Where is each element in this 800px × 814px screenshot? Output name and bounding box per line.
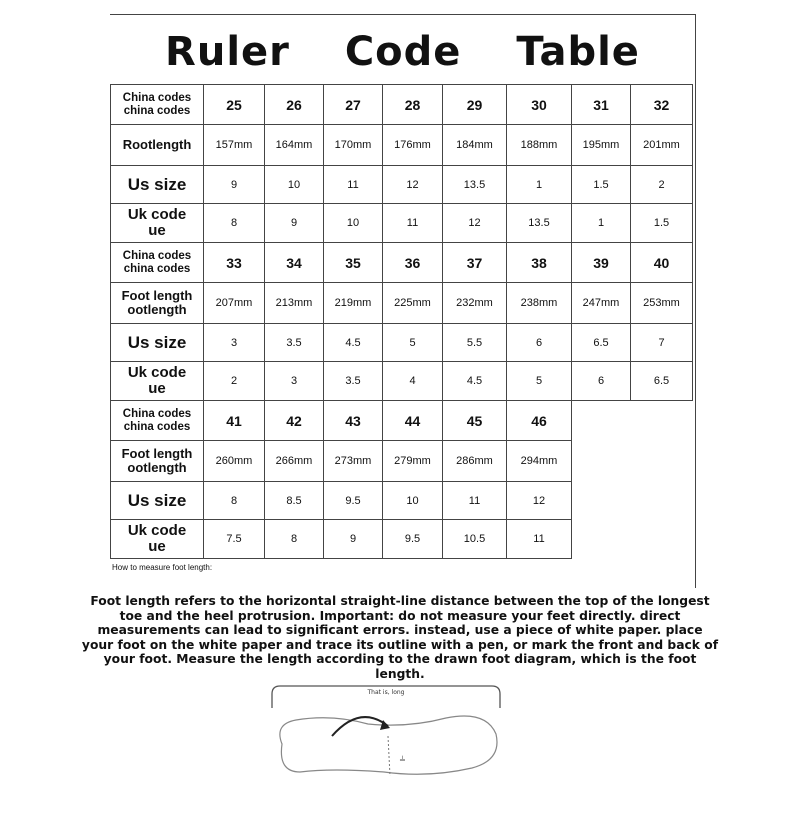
size-cell: 40 (631, 243, 693, 283)
row-label (111, 441, 204, 482)
row-label (111, 401, 204, 441)
size-cell: 13.5 (443, 166, 507, 204)
size-cell: 7.5 (204, 520, 265, 559)
size-table (110, 84, 693, 559)
size-cell: 35 (324, 243, 383, 283)
row-label-line: Us size (127, 332, 187, 352)
size-cell: 266mm (265, 441, 324, 482)
size-cell: 1 (572, 204, 631, 243)
size-cell: 3.5 (324, 362, 383, 401)
size-cell: 1.5 (631, 204, 693, 243)
empty-cell (572, 401, 631, 441)
size-cell: 2 (631, 166, 693, 204)
page-title: Ruler Code Table (165, 29, 640, 75)
diagram-label: That is, long (367, 689, 405, 696)
size-cell: 9 (324, 520, 383, 559)
size-cell: 29 (443, 85, 507, 125)
size-cell: 3.5 (265, 324, 324, 362)
row-foot-length (111, 283, 693, 324)
size-cell: 164mm (265, 125, 324, 166)
row-uk-code (111, 362, 693, 401)
size-cell: 30 (507, 85, 572, 125)
size-cell: 43 (324, 401, 383, 441)
size-cell: 28 (383, 85, 443, 125)
size-cell: 279mm (383, 441, 443, 482)
size-cell: 39 (572, 243, 631, 283)
size-cell: 8 (204, 482, 265, 520)
row-label (111, 283, 204, 324)
row-label-line: China codes (122, 92, 192, 105)
size-cell: 10 (383, 482, 443, 520)
row-label-line: ootlength (127, 460, 187, 475)
size-cell: 26 (265, 85, 324, 125)
size-cell: 8 (204, 204, 265, 243)
row-uk-code (111, 204, 693, 243)
size-cell: 188mm (507, 125, 572, 166)
size-cell: 8.5 (265, 482, 324, 520)
row-label-line: ue (148, 222, 166, 239)
row-china-codes (111, 243, 693, 283)
empty-cell (572, 520, 631, 559)
size-cell: 157mm (204, 125, 265, 166)
size-cell: 213mm (265, 283, 324, 324)
row-label-line: ue (148, 538, 166, 555)
size-cell: 9 (204, 166, 265, 204)
size-cell: 11 (383, 204, 443, 243)
size-cell: 36 (383, 243, 443, 283)
empty-cell (572, 441, 631, 482)
size-cell: 12 (443, 204, 507, 243)
direction-arrow (332, 717, 388, 736)
size-cell: 170mm (324, 125, 383, 166)
row-label-line: Uk code (127, 364, 187, 382)
row-label-line: Foot length (121, 446, 193, 462)
size-cell: 3 (204, 324, 265, 362)
size-cell: 232mm (443, 283, 507, 324)
size-cell: 41 (204, 401, 265, 441)
size-cell: 25 (204, 85, 265, 125)
size-cell: 42 (265, 401, 324, 441)
foot-tracing-diagram (260, 664, 510, 814)
size-cell: 10 (265, 166, 324, 204)
row-us-size (111, 324, 693, 362)
row-label (111, 166, 204, 204)
row-china-codes (111, 401, 693, 441)
size-cell: 238mm (507, 283, 572, 324)
row-label-line: Uk code (127, 522, 187, 540)
row-china-codes (111, 85, 693, 125)
row-label-line: China codes (122, 250, 192, 263)
size-cell: 10.5 (443, 520, 507, 559)
size-cell: 6.5 (572, 324, 631, 362)
size-cell: 46 (507, 401, 572, 441)
size-cell: 27 (324, 85, 383, 125)
size-cell: 219mm (324, 283, 383, 324)
right-border (695, 14, 696, 588)
size-cell: 207mm (204, 283, 265, 324)
size-cell: 33 (204, 243, 265, 283)
size-cell: 286mm (443, 441, 507, 482)
size-cell: 3 (265, 362, 324, 401)
size-cell: 273mm (324, 441, 383, 482)
size-cell: 1 (507, 166, 572, 204)
row-label-line: ue (148, 380, 166, 397)
empty-cell (631, 482, 693, 520)
size-cell: 4 (383, 362, 443, 401)
row-label-line: Uk code (127, 206, 187, 224)
dashed-line (388, 736, 390, 776)
size-cell: 6.5 (631, 362, 693, 401)
size-cell: 12 (507, 482, 572, 520)
row-label (111, 324, 204, 362)
empty-cell (631, 520, 693, 559)
size-cell: 10 (324, 204, 383, 243)
size-cell: 1.5 (572, 166, 631, 204)
size-cell: 184mm (443, 125, 507, 166)
empty-cell (631, 441, 693, 482)
row-label-line: Foot length (121, 288, 193, 304)
size-cell: 11 (443, 482, 507, 520)
size-cell: 2 (204, 362, 265, 401)
row-label (111, 520, 204, 559)
size-cell: 9 (265, 204, 324, 243)
size-cell: 11 (324, 166, 383, 204)
row-label-line: china codes (123, 104, 191, 117)
row-label-line: China codes (122, 408, 192, 421)
size-cell: 4.5 (324, 324, 383, 362)
size-cell: 9.5 (383, 520, 443, 559)
size-cell: 225mm (383, 283, 443, 324)
measurement-instructions: Foot length refers to the horizontal straight-line distance between the top of the longest toe and the heel protrusion. Important: do not measure your feet directly. direct measurements can lead to significant errors. instead, use a piece of white paper. place your foot on the white paper and trace its outline with a pen, or mark the front and back of your foot. Measure the length according to the drawn foot diagram, which is the foot length. (81, 594, 719, 681)
row-label-line: Rootlength (122, 137, 192, 153)
size-cell: 5 (507, 362, 572, 401)
row-label (111, 125, 204, 166)
row-label (111, 362, 204, 401)
row-label-line: china codes (123, 262, 191, 275)
row-uk-code (111, 520, 693, 559)
row-label-line: Us size (127, 174, 187, 194)
size-cell: 11 (507, 520, 572, 559)
title-box (110, 14, 695, 85)
size-cell: 201mm (631, 125, 693, 166)
row-us-size (111, 482, 693, 520)
size-cell: 5.5 (443, 324, 507, 362)
row-foot-length (111, 441, 693, 482)
size-cell: 294mm (507, 441, 572, 482)
row-label (111, 85, 204, 125)
size-cell: 260mm (204, 441, 265, 482)
size-cell: 9.5 (324, 482, 383, 520)
size-cell: 176mm (383, 125, 443, 166)
empty-cell (572, 482, 631, 520)
size-cell: 12 (383, 166, 443, 204)
row-label (111, 482, 204, 520)
empty-cell (631, 401, 693, 441)
size-cell: 44 (383, 401, 443, 441)
size-chart-sheet (81, 14, 719, 800)
size-cell: 247mm (572, 283, 631, 324)
how-to-measure-label: How to measure foot length: (112, 563, 213, 572)
size-cell: 195mm (572, 125, 631, 166)
size-cell: 34 (265, 243, 324, 283)
size-cell: 32 (631, 85, 693, 125)
size-cell: 5 (383, 324, 443, 362)
size-cell: 253mm (631, 283, 693, 324)
size-cell: 31 (572, 85, 631, 125)
row-label-line: Us size (127, 490, 187, 510)
size-cell: 37 (443, 243, 507, 283)
size-cell: 4.5 (443, 362, 507, 401)
row-foot-length (111, 125, 693, 166)
size-cell: 6 (507, 324, 572, 362)
size-cell: 8 (265, 520, 324, 559)
size-cell: 6 (572, 362, 631, 401)
size-cell: 7 (631, 324, 693, 362)
row-label-line: china codes (123, 420, 191, 433)
row-label-line: ootlength (127, 302, 187, 317)
row-label (111, 243, 204, 283)
pen-mark: ╧ (400, 757, 405, 764)
size-cell: 13.5 (507, 204, 572, 243)
row-label (111, 204, 204, 243)
row-us-size (111, 166, 693, 204)
size-cell: 38 (507, 243, 572, 283)
size-cell: 45 (443, 401, 507, 441)
